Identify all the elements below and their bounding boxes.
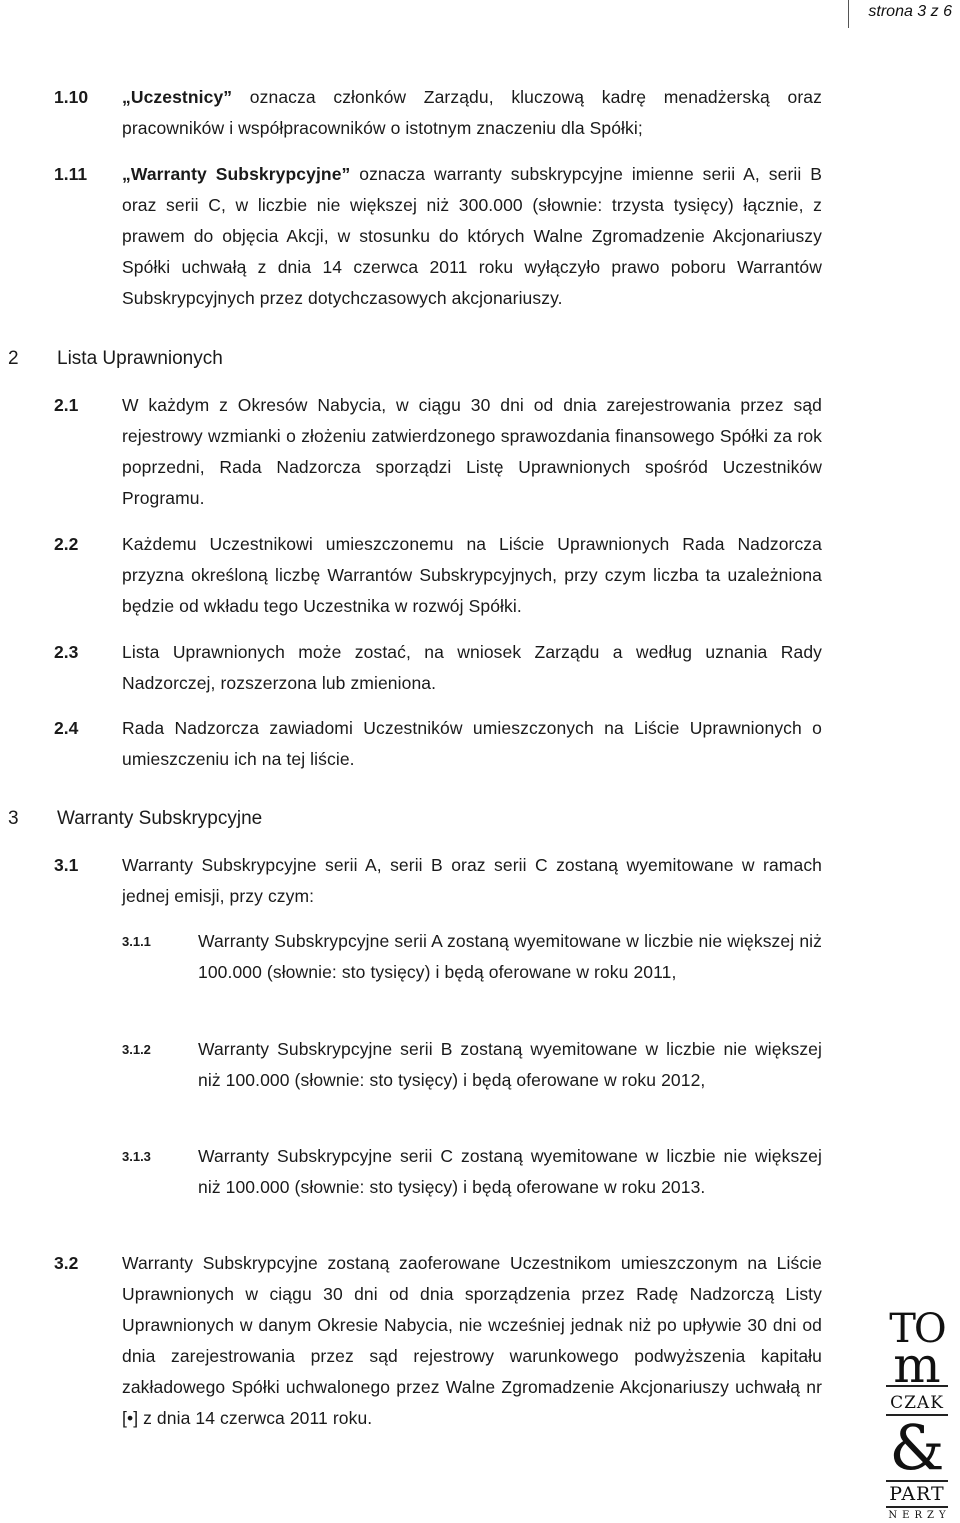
item-number-1-10: 1.10: [54, 87, 89, 107]
item-number-2-4: 2.4: [54, 718, 79, 738]
item-number-3-1: 3.1: [54, 855, 79, 875]
subitem-3-1-1: Warranty Subskrypcyjne serii A zostaną wyemitowane w liczbie nie większej niż 100.000 (słownie: sto tysięcy) i będą oferowane w roku 2011,: [198, 931, 822, 982]
item-1-11: [122, 159, 822, 314]
item-3-2: Warranty Subskrypcyjne zostaną zaoferowane Uczestnikom umieszczonym na Liście Uprawnionych w ciągu 30 dni od dnia sporządzenia przez Radę Nadzorczą Listy Uprawnionych w danym Okresie Nabycia, nie wcześniej jednak niż po upływie 30 dni od dnia zarejestrowania przez sąd rejestrowy warunkowego podwyższenia kapitału zakładowego Spółki uchwalonego przez Walne Zgromadzenie Akcjonariuszy uchwałą nr [•] z dnia 14 czerwca 2011 roku.: [122, 1253, 822, 1428]
section-3-title: Warranty Subskrypcyjne: [57, 808, 263, 829]
logo-nerzy: NERZY: [888, 1510, 951, 1521]
header-rule: [848, 0, 849, 28]
logo-to: TO: [889, 1306, 945, 1352]
subitem-3-1-2: Warranty Subskrypcyjne serii B zostaną wyemitowane w liczbie nie większej niż 100.000 (słownie: sto tysięcy) i będą oferowane w roku 2012,: [198, 1039, 822, 1090]
item-number-2-1: 2.1: [54, 395, 79, 415]
section-2-heading: [8, 343, 223, 374]
logo-m: m: [893, 1336, 941, 1394]
section-3-heading: [8, 803, 262, 834]
item-2-4: Rada Nadzorcza zawiadomi Uczestników umieszczonych na Liście Uprawnionych o umieszczeniu ich na tej liście.: [122, 718, 822, 769]
subitem-3-1-3: Warranty Subskrypcyjne serii C zostaną wyemitowane w liczbie nie większej niż 100.000 (słownie: sto tysięcy) i będą oferowane w roku 2013.: [198, 1146, 822, 1197]
logo-czak: CZAK: [890, 1393, 944, 1413]
item-1-11-text: oznacza warranty subskrypcyjne imienne serii A, serii B oraz serii C, w liczbie nie większej niż 300.000 (słownie: trzysta tysięcy) łącznie, z prawem do objęcia Akcji, w stosunku do których Walne Zgromadzenie Akcjonariuszy Spółki uchwałą z dnia 14 czerwca 2011 roku wyłączyło prawo poboru Warrantów Subskrypcyjnych przez dotychczasowych akcjonariuszy.: [122, 164, 822, 308]
section-2-title: Lista Uprawnionych: [57, 348, 223, 369]
section-3-number: 3: [8, 808, 19, 829]
term-uczestnicy: „Uczestnicy”: [122, 87, 233, 107]
item-number-3-2: 3.2: [54, 1253, 79, 1273]
item-number-1-11: 1.11: [54, 164, 88, 184]
term-warranty: „Warranty Subskrypcyjne”: [122, 164, 351, 184]
section-2-number: 2: [8, 348, 19, 369]
subitem-number-3-1-2: 3.1.2: [122, 1042, 151, 1057]
tomczak-partnerzy-logo: [880, 1308, 954, 1520]
item-number-2-3: 2.3: [54, 642, 79, 662]
item-number-2-2: 2.2: [54, 534, 79, 554]
item-2-2: Każdemu Uczestnikowi umieszczonemu na Liście Uprawnionych Rada Nadzorcza przyzna określoną liczbę Warrantów Subskrypcyjnych, przy czym liczba ta uzależniona będzie od wkładu tego Uczestnika w rozwój Spółki.: [122, 534, 822, 616]
logo-ampersand: &: [889, 1411, 945, 1484]
item-2-3: Lista Uprawnionych może zostać, na wniosek Zarządu a według uznania Rady Nadzorczej, rozszerzona lub zmieniona.: [122, 642, 822, 693]
subitem-number-3-1-1: 3.1.1: [122, 934, 151, 949]
logo-part: PART: [889, 1483, 945, 1505]
subitem-number-3-1-3: 3.1.3: [122, 1149, 151, 1164]
item-1-10-text: oznacza członków Zarządu, kluczową kadrę menadżerską oraz pracowników i współpracowników o istotnym znaczeniu dla Spółki;: [122, 87, 822, 138]
logo-rule: [886, 1506, 948, 1508]
item-2-1: W każdym z Okresów Nabycia, w ciągu 30 dni od dnia zarejestrowania przez sąd rejestrowy wzmianki o złożeniu zatwierdzonego sprawozdania finansowego Spółki za rok poprzedni, Rada Nadzorcza sporządzi Listę Uprawnionych spośród Uczestników Programu.: [122, 395, 822, 508]
item-3-1: Warranty Subskrypcyjne serii A, serii B oraz serii C zostaną wyemitowane w ramach jednej emisji, przy czym:: [122, 855, 822, 906]
item-1-10: [122, 82, 822, 144]
page-number: strona 3 z 6: [868, 3, 952, 20]
